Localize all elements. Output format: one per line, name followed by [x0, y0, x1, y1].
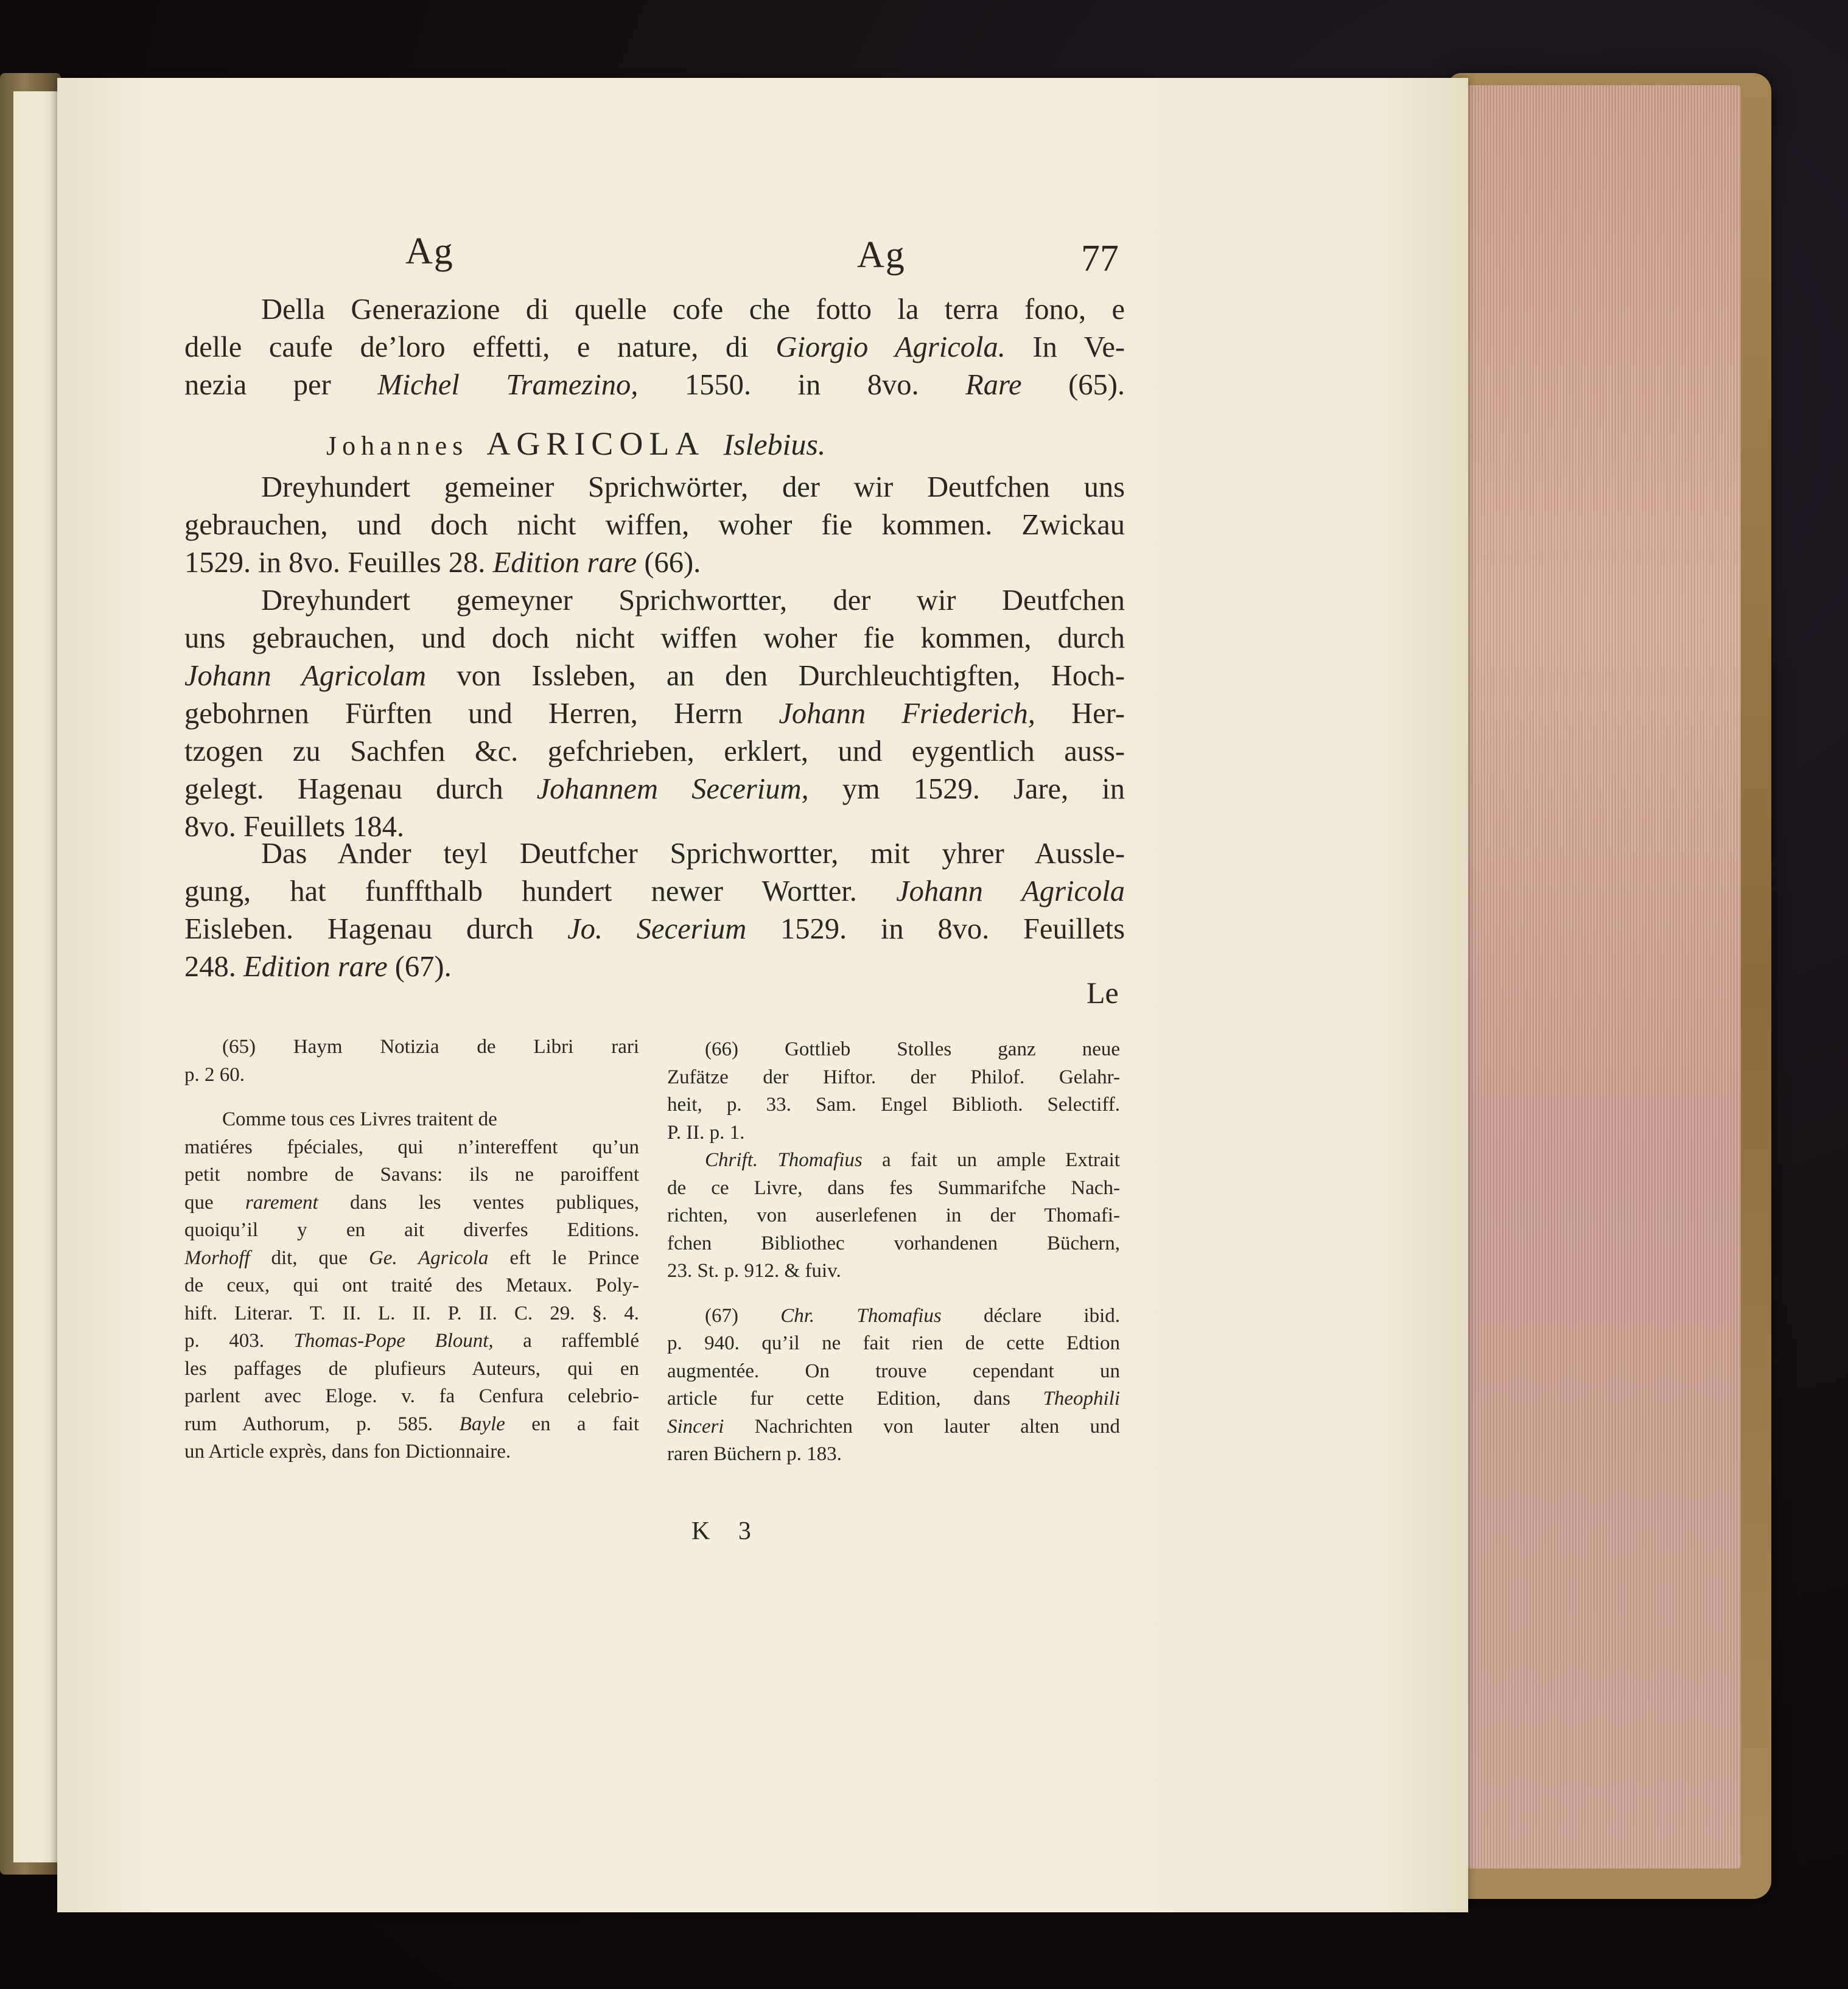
- footnotes-left-column: [184, 1033, 639, 1466]
- left-page-sliver: [13, 91, 61, 1862]
- roman-segment: Dreyhundert gemeiner Sprichwörter, der wir Deutfchen uns: [261, 471, 1125, 503]
- roman-segment: 1529. in 8vo. Feuillets: [746, 913, 1125, 945]
- text-line: [184, 1411, 639, 1439]
- roman-segment: matiéres fpéciales, qui n’intereffent qu’un: [184, 1136, 639, 1158]
- text-line: [184, 771, 1125, 808]
- roman-segment: 8vo. Feuillets 184.: [184, 811, 405, 843]
- page-number: 77: [1081, 238, 1119, 279]
- roman-segment: parlent avec Eloge. v. fa Cenfura celebrio-: [184, 1385, 639, 1407]
- text-line: [667, 1119, 1120, 1147]
- text-line: [184, 1300, 639, 1328]
- italic-segment: Giorgio Agricola.: [775, 331, 1006, 363]
- text-line: [184, 620, 1125, 657]
- text-line: [184, 1217, 639, 1245]
- roman-segment: petit nombre de Savans: ils ne paroiffent: [184, 1164, 639, 1186]
- roman-segment: tzogen zu Sachfen &c. gefchrieben, erklert, und eygentlich auss-: [184, 735, 1125, 767]
- text-line: [184, 1134, 639, 1162]
- text-line: [184, 1245, 639, 1273]
- roman-segment: déclare ibid.: [941, 1304, 1120, 1327]
- entry-generazione: [184, 291, 1125, 404]
- italic-segment: Johann Agricola: [896, 875, 1125, 907]
- roman-segment: p. 403.: [184, 1330, 294, 1352]
- text-line: [667, 1413, 1120, 1441]
- text-line: [667, 1330, 1120, 1358]
- roman-segment: gebrauchen, und doch nicht wiffen, woher fie kommen. Zwickau: [184, 509, 1125, 541]
- roman-segment: que: [184, 1191, 245, 1214]
- roman-segment: gelegt. Hagenau durch: [184, 773, 537, 805]
- italic-segment: Johann Agricolam: [184, 660, 427, 692]
- roman-segment: augmentée. On trouve cependant un: [667, 1360, 1120, 1382]
- roman-segment: 1550. in 8vo.: [638, 369, 966, 401]
- italic-segment: Morhoff: [184, 1246, 250, 1269]
- roman-segment: Nachrichten von lauter alten und: [724, 1415, 1120, 1438]
- signature-mark: K 3: [691, 1517, 762, 1545]
- footnotes-right-column: [667, 1036, 1120, 1469]
- roman-segment: richten, von auserlefenen in der Thomafi-: [667, 1204, 1120, 1226]
- text-line: [184, 1061, 639, 1089]
- text-line: [667, 1358, 1120, 1386]
- text-line: [184, 1106, 639, 1134]
- roman-segment: (67): [705, 1304, 781, 1327]
- roman-segment: rum Authorum, p. 585.: [184, 1413, 460, 1435]
- roman-segment: ym 1529. Jare, in: [808, 773, 1125, 805]
- roman-segment: 23. St. p. 912. & fuiv.: [667, 1260, 841, 1282]
- paragraph-gap: [184, 1089, 639, 1106]
- roman-segment: raren Büchern p. 183.: [667, 1443, 842, 1465]
- text-line: [184, 1272, 639, 1300]
- roman-segment: p. 940. qu’il ne fait rien de cette Edtion: [667, 1332, 1120, 1354]
- italic-segment: Johann Friederich,: [779, 697, 1035, 730]
- italic-segment: Ge. Agricola: [368, 1246, 489, 1269]
- running-head-left: Ag: [405, 231, 454, 272]
- roman-segment: de ce Livre, dans fes Summarifche Nach-: [667, 1176, 1120, 1199]
- catchword: Le: [1087, 976, 1119, 1010]
- italic-segment: Johannem Secerium,: [536, 773, 809, 805]
- italic-segment: Bayle: [459, 1413, 505, 1435]
- roman-segment: dit, que: [250, 1246, 369, 1269]
- text-line: [184, 1327, 639, 1355]
- italic-segment: Chr. Thomafius: [780, 1304, 942, 1327]
- running-head-center: Ag: [857, 234, 906, 276]
- text-line: [184, 506, 1125, 544]
- italic-segment: Theophili: [1043, 1388, 1120, 1410]
- text-line: [667, 1385, 1120, 1413]
- roman-segment: quoiqu’il y en ait diverfes Editions.: [184, 1219, 639, 1241]
- text-line: [184, 657, 1125, 695]
- italic-segment: Thomas-Pope Blount,: [293, 1330, 494, 1352]
- roman-segment: Dreyhundert gemeyner Sprichwortter, der wir Deutfchen: [261, 584, 1125, 617]
- roman-segment: Eisleben. Hagenau durch: [184, 913, 568, 945]
- roman-segment: a fait un ample Extrait: [862, 1149, 1120, 1171]
- roman-segment: 1529. in 8vo. Feuilles 28.: [184, 547, 493, 579]
- text-line: [184, 291, 1125, 329]
- roman-segment: Della Generazione di quelle cofe che fotto la terra fono, e: [261, 293, 1125, 326]
- text-line: [184, 835, 1125, 873]
- text-line: [667, 1202, 1120, 1230]
- text-line: [184, 1189, 639, 1217]
- roman-segment: delle caufe de’loro effetti, e nature, di: [184, 331, 776, 363]
- italic-segment: Rare: [965, 369, 1022, 401]
- roman-segment: gebohrnen Fürften und Herren, Herrn: [184, 697, 779, 730]
- roman-segment: (65) Haym Notizia de Libri rari: [222, 1036, 639, 1058]
- roman-segment: von Issleben, an den Durchleuchtigften, Hoch-: [426, 660, 1125, 692]
- roman-segment: dans les ventes publiques,: [318, 1191, 639, 1214]
- roman-segment: un Article exprès, dans fon Dictionnaire.: [184, 1441, 511, 1463]
- roman-segment: (65).: [1021, 369, 1125, 401]
- roman-segment: (67).: [387, 951, 452, 983]
- text-line: [667, 1441, 1120, 1469]
- text-line: [184, 1383, 639, 1411]
- roman-segment: hift. Literar. T. II. L. II. P. II. C. 29. §. 4.: [184, 1302, 639, 1324]
- text-line: [184, 544, 1125, 582]
- heading-first-name: Johannes: [326, 431, 469, 461]
- text-line: [667, 1091, 1120, 1119]
- roman-segment: eft le Prince: [488, 1246, 639, 1269]
- roman-segment: Comme tous ces Livres traitent de: [222, 1108, 497, 1130]
- roman-segment: fchen Bibliothec vorhandenen Büchern,: [667, 1232, 1120, 1254]
- text-line: [184, 948, 1125, 986]
- heading-surname: AGRICOLA: [486, 425, 705, 462]
- text-line: [184, 1355, 639, 1383]
- entry-ander-teyl: [184, 835, 1125, 986]
- entry-dreyhundert-gemeiner: [184, 469, 1125, 582]
- text-line: [184, 582, 1125, 620]
- text-line: [667, 1147, 1120, 1175]
- roman-segment: In Ve-: [1005, 331, 1125, 363]
- text-line: [667, 1036, 1120, 1064]
- roman-segment: p. 2 60.: [184, 1063, 245, 1086]
- text-line: [667, 1257, 1120, 1285]
- text-line: [667, 1064, 1120, 1092]
- italic-segment: Michel Tramezino,: [377, 369, 639, 401]
- text-line: [184, 1033, 639, 1061]
- roman-segment: nezia per: [184, 369, 378, 401]
- roman-segment: (66).: [637, 547, 701, 579]
- entry-dreyhundert-gemeyner: [184, 582, 1125, 846]
- roman-segment: Das Ander teyl Deutfcher Sprichwortter, mit yhrer Aussle-: [261, 837, 1125, 870]
- heading-epithet: Islebius.: [723, 427, 826, 461]
- roman-segment: heit, p. 33. Sam. Engel Biblioth. Selectiff.: [667, 1094, 1120, 1116]
- italic-segment: Edition rare: [243, 951, 388, 983]
- roman-segment: de ceux, qui ont traité des Metaux. Poly-: [184, 1274, 639, 1296]
- roman-segment: article fur cette Edition, dans: [667, 1388, 1043, 1410]
- italic-segment: rarement: [245, 1191, 318, 1214]
- roman-segment: 248.: [184, 951, 243, 983]
- text-line: [184, 329, 1125, 366]
- text-line: [184, 733, 1125, 771]
- author-heading: [326, 425, 825, 463]
- roman-segment: P. II. p. 1.: [667, 1121, 745, 1144]
- text-line: [667, 1302, 1120, 1330]
- roman-segment: (66) Gottlieb Stolles ganz neue: [705, 1038, 1120, 1060]
- paragraph-gap: [667, 1285, 1120, 1302]
- roman-segment: Zufätze der Hiftor. der Philof. Gelahr-: [667, 1066, 1120, 1088]
- text-line: [184, 695, 1125, 733]
- text-line: [184, 366, 1125, 404]
- roman-segment: uns gebrauchen, und doch nicht wiffen woher fie kommen, durch: [184, 622, 1125, 654]
- roman-segment: les paffages de plufieurs Auteurs, qui en: [184, 1357, 639, 1380]
- roman-segment: en a fait: [505, 1413, 639, 1435]
- text-line: [184, 873, 1125, 911]
- italic-segment: Chrift. Thomafius: [705, 1149, 863, 1171]
- text-line: [184, 1438, 639, 1466]
- text-line: [667, 1230, 1120, 1258]
- roman-segment: gung, hat funffthalb hundert newer Wortter.: [184, 875, 897, 907]
- italic-segment: Edition rare: [492, 547, 637, 579]
- roman-segment: a raffemblé: [493, 1330, 640, 1352]
- page-edges: [1461, 85, 1741, 1868]
- text-line: [184, 1161, 639, 1189]
- text-line: [667, 1175, 1120, 1203]
- roman-segment: Her-: [1035, 697, 1125, 730]
- italic-segment: Sinceri: [667, 1415, 724, 1438]
- italic-segment: Jo. Secerium: [567, 913, 747, 945]
- text-line: [184, 469, 1125, 506]
- text-line: [184, 911, 1125, 948]
